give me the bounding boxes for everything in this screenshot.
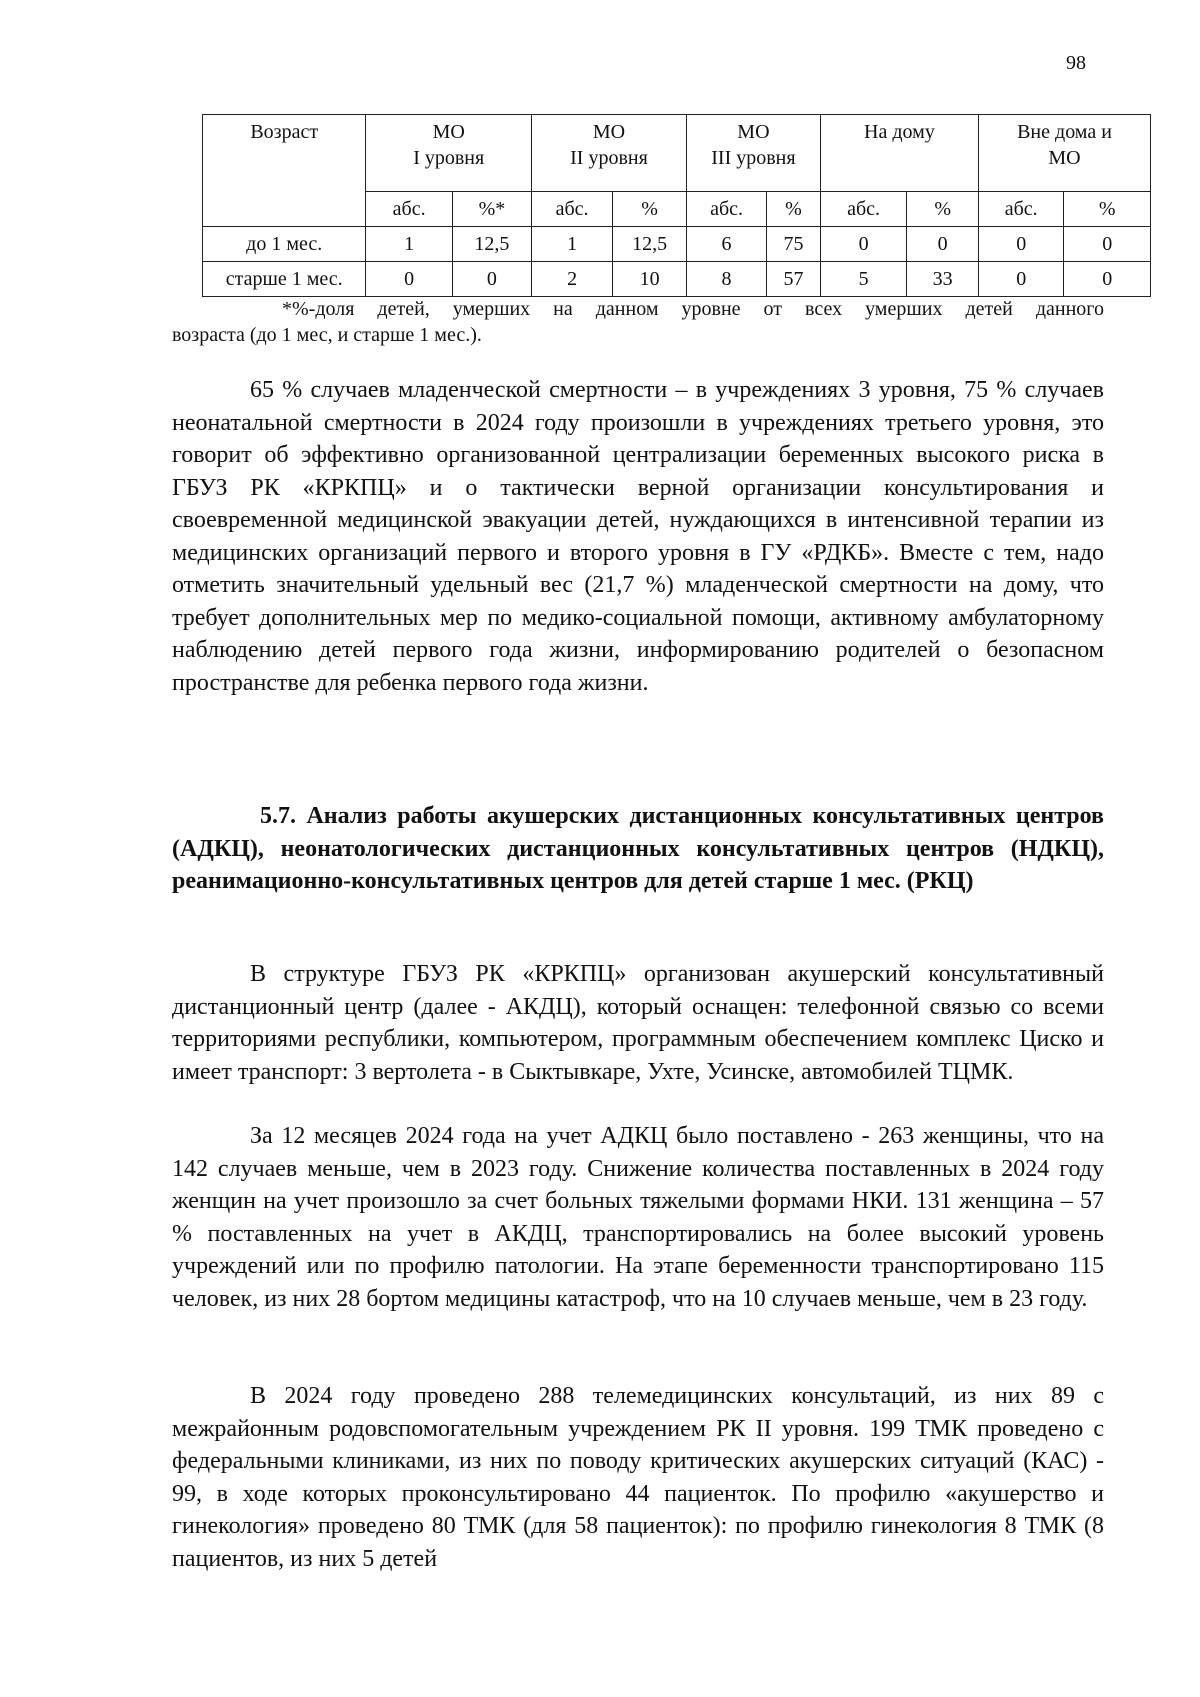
subheader-cell: абс. [979,192,1064,227]
table-cell: 75 [767,227,821,262]
group-header-level-2: МО II уровня [531,115,686,192]
table-cell: 33 [907,262,979,297]
table-cell: 12,5 [613,227,687,262]
mortality-by-level-table [202,114,1151,297]
table-cell: 0 [1064,227,1151,262]
group-header-level-1: МО I уровня [366,115,532,192]
subheader-cell: абс. [686,192,766,227]
table-cell: 0 [452,262,531,297]
subheader-cell: % [907,192,979,227]
table-cell: 0 [907,227,979,262]
table-cell: 8 [686,262,766,297]
row-label: до 1 мес. [203,227,366,262]
group-header-outside: Вне дома и МО [979,115,1151,192]
subheader-cell: абс. [366,192,452,227]
table-cell: 0 [1064,262,1151,297]
subheader-cell: %* [452,192,531,227]
table-cell: 5 [820,262,906,297]
table-footnote: *%-доля детей, умерших на данном уровне от всех умерших детей данного [282,298,1104,320]
table-cell: 0 [820,227,906,262]
table-cell: 12,5 [452,227,531,262]
table-cell: 1 [531,227,612,262]
subheader-cell: % [613,192,687,227]
table-cell: 0 [366,262,452,297]
table-cell: 10 [613,262,687,297]
group-header-level-3: МО III уровня [686,115,820,192]
section-heading: 5.7. Анализ работы акушерских дистанционных консультативных центров (АДКЦ), неонатологических дистанционных консультативных центров (НДКЦ), реанимационно-консультативных центров для детей старше 1 мес. (РКЦ) [172,803,1104,894]
subheader-cell: % [767,192,821,227]
paragraph-akdc-structure: В структуре ГБУЗ РК «КРКПЦ» организован акушерский консультативный дистанционный центр (далее - АКДЦ), который оснащен: телефонной связью со всеми территориями республики, компьютером, программным обеспечением комплекс Циско и имеет транспорт: 3 вертолета - в Сыктывкаре, Ухте, Усинске, автомобилей ТЦМК. [172,961,1104,1085]
row-label: старше 1 мес. [203,262,366,297]
table-header-row [203,115,1151,192]
paragraph-akdc-registrations: За 12 месяцев 2024 года на учет АДКЦ было поставлено - 263 женщины, что на 142 случаев меньше, чем в 2023 году. Снижение количества поставленных в 2024 году женщин на учет произошло за счет больных тяжелыми формами НКИ. 131 женщина – 57 % поставленных на учет в АКДЦ, транспортировались на более высокий уровень учреждений или по профилю патологии. На этапе беременности транспортировано 115 человек, из них 28 бортом медицины катастроф, что на 10 случаев меньше, чем в 23 году. [172,1123,1104,1312]
group-header-at-home: На дому [820,115,978,192]
subheader-cell: абс. [820,192,906,227]
age-column-header: Возраст [203,115,366,227]
table-cell: 0 [979,227,1064,262]
paragraph-telemedicine: В 2024 году проведено 288 телемедицинских консультаций, из них 89 с межрайонным родовспомогательным учреждением РК II уровня. 199 ТМК проведено с федеральными клиниками, из них по поводу критических акушерских ситуаций (КАС) - 99, в ходе которых проконсультировано 44 пациенток. По профилю «акушерство и гинекология» проведено 80 ТМК (для 58 пациенток): по профилю гинекология 8 ТМК (8 пациентов, из них 5 детей [172,1383,1104,1572]
table-cell: 57 [767,262,821,297]
table-footnote-continuation: возраста (до 1 мес, и старше 1 мес.). [172,324,482,346]
table-row [203,227,1151,262]
table-cell: 6 [686,227,766,262]
table-row [203,262,1151,297]
page-number: 98 [1066,52,1086,74]
paragraph-mortality-analysis: 65 % случаев младенческой смертности – в учреждениях 3 уровня, 75 % случаев неонатальной смертности в 2024 году произошли в учреждениях третьего уровня, это говорит об эффективно организованной централизации беременных высокого риска в ГБУЗ РК «КРКПЦ» и о тактически верной организации консультирования и своевременной медицинской эвакуации детей, нуждающихся в интенсивной терапии из медицинских организаций первого и второго уровня в ГУ «РДКБ». Вместе с тем, надо отметить значительный удельный вес (21,7 %) младенческой смертности на дому, что требует дополнительных мер по медико-социальной помощи, активному амбулаторному наблюдению детей первого года жизни, информированию родителей о безопасном пространстве для ребенка первого года жизни. [172,377,1104,696]
subheader-cell: % [1064,192,1151,227]
table-cell: 0 [979,262,1064,297]
table-cell: 2 [531,262,612,297]
table-cell: 1 [366,227,452,262]
subheader-cell: абс. [531,192,612,227]
